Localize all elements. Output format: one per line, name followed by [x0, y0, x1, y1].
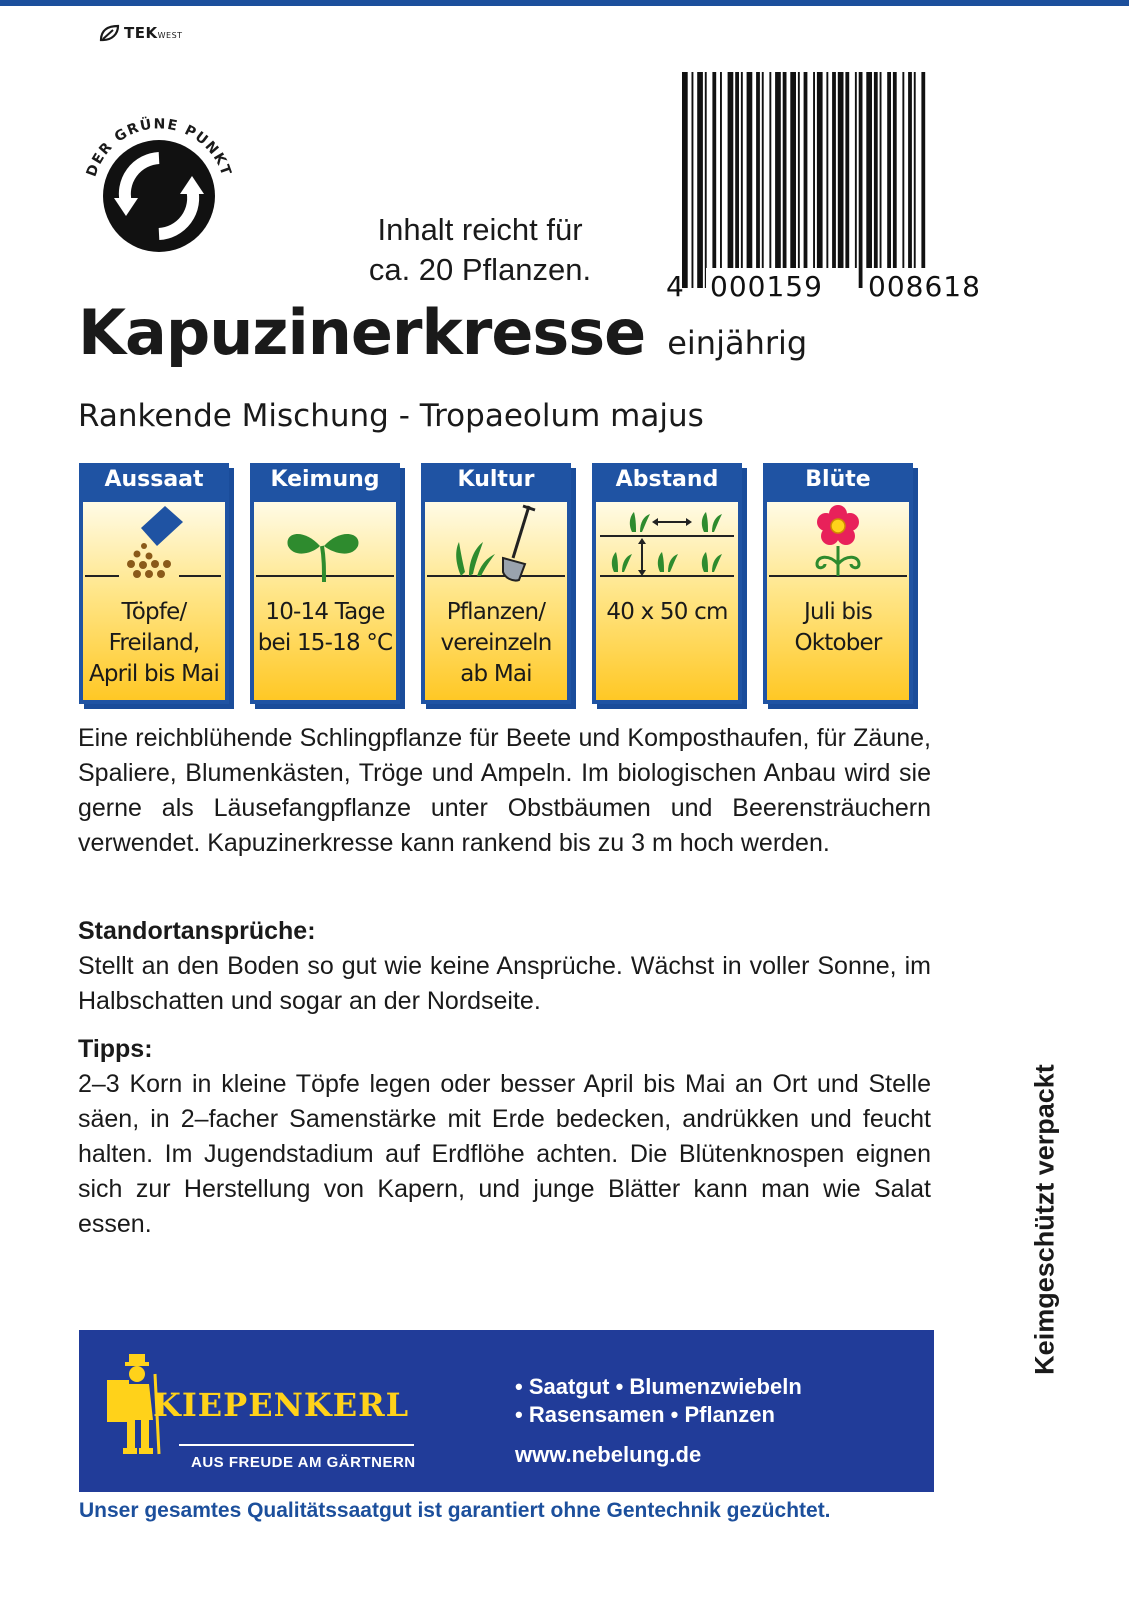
barcode-bar [887, 72, 891, 288]
barcode-bar [735, 72, 739, 288]
title-row [78, 296, 807, 369]
barcode-bar [728, 72, 734, 288]
location-section [78, 914, 931, 1019]
barcode-bar [769, 72, 771, 288]
info-box-kultur [421, 463, 571, 709]
annual-label: einjährig [667, 324, 808, 362]
barcode-bar [775, 72, 781, 288]
barcode-bar [908, 72, 912, 288]
barcode-bar [832, 72, 836, 288]
barcode-bar [692, 72, 694, 288]
barcode-bar [845, 72, 849, 288]
seedling-icon [254, 502, 396, 586]
info-box-label: Kultur [457, 467, 535, 492]
barcode-bar [866, 72, 872, 288]
kiepenkerl-wordmark: KIEPENKERL [153, 1386, 410, 1424]
website-link[interactable]: www.nebelung.de [515, 1442, 702, 1467]
barcode-bar [790, 72, 796, 288]
barcode-bar [783, 72, 787, 288]
products-line-2: • Rasensamen • Pflanzen [515, 1402, 775, 1427]
info-box-line: 40 x 50 cm [606, 599, 728, 625]
location-text: Stellt an den Boden so gut wie keine Ansprüche. Wächst in voller Sonne, im Halbschatten und sogar an der Nordseite. [78, 952, 931, 1015]
barcode-bar [697, 72, 703, 288]
info-box-label: Aussaat [104, 467, 204, 492]
info-box-line: Pflanzen/ [446, 599, 546, 625]
side-note-text: Keimgeschützt verpackt [1029, 1064, 1060, 1375]
barcode-bar [914, 72, 916, 288]
info-box-line: Freiland, [108, 630, 200, 656]
spade-icon [425, 502, 567, 586]
location-heading: Standortansprüche: [78, 917, 316, 945]
flower-icon [767, 502, 909, 586]
barcode-bar [720, 72, 722, 288]
info-box-line: ab Mai [460, 661, 532, 687]
barcode-bar [756, 72, 760, 288]
barcode-bar [880, 72, 882, 288]
info-box-line: Oktober [794, 630, 882, 656]
kiepenkerl-slogan: AUS FREUDE AM GÄRTNERN [191, 1454, 416, 1471]
tips-text: 2–3 Korn in kleine Töpfe legen oder besser April bis Mai an Ort und Stelle säen, in 2–facher Samenstärke mit Erde bedecken, andrükken und feucht halten. Im Jugendstadium auf Erdflöhe achten. Die Blütenknospen eignen sich zur Herstellung von Kapern, und junge Blätter kann man wie Salat essen. [78, 1070, 931, 1238]
barcode-digits-2: 008618 [868, 270, 981, 303]
barcode-bar [741, 72, 743, 288]
intro-text: Eine reichblühende Schlingpflanze für Beete und Komposthaufen, für Zäune, Spaliere, Blumenkästen, Tröge und Ampeln. Im biologischen Anbau wird sie gerne als Läusefangpflanze unter Obstbäumen und Beerensträuchern verwendet. Kapuzinerkresse kann rankend bis zu 3 m hoch werden. [78, 724, 931, 857]
info-box-line: vereinzeln [440, 630, 552, 656]
barcode-bar [705, 72, 707, 288]
info-box-label: Blüte [805, 467, 871, 492]
info-box-label: Keimung [270, 467, 380, 492]
contents-line-2: ca. 20 Pflanzen. [368, 252, 592, 287]
products-line-1: • Saatgut • Blumenzwiebeln [515, 1374, 802, 1399]
barcode-bar [902, 72, 904, 288]
barcode-bar [893, 72, 897, 288]
barcode-digit-left: 4 [666, 270, 684, 303]
info-box-aussaat [79, 463, 229, 709]
tek-west-text: TEKWEST [124, 24, 183, 42]
info-box-keimung [250, 463, 400, 709]
barcode-bar [712, 72, 716, 288]
barcode-bar [762, 72, 764, 288]
tek-west-logo [98, 24, 183, 42]
description-intro [78, 721, 931, 861]
barcode-bar [804, 72, 808, 288]
green-dot-text: DER GRÜNE PUNKT [83, 116, 235, 179]
product-title: Kapuzinerkresse [78, 296, 646, 369]
contents-line-1: Inhalt reicht für [377, 212, 583, 247]
info-box-abstand [592, 463, 742, 709]
tips-heading: Tipps: [78, 1035, 153, 1063]
product-subtitle: Rankende Mischung - Tropaeolum majus [78, 398, 704, 434]
info-box-line: bei 15-18 °C [257, 630, 393, 656]
barcode-bar [838, 72, 844, 288]
barcode-bar [813, 72, 815, 288]
gmo-free-note: Unser gesamtes Qualitätssaatgut ist garantiert ohne Gentechnik gezüchtet. [79, 1499, 831, 1522]
green-dot-logo [74, 88, 244, 258]
kiepenkerl-divider [179, 1444, 414, 1446]
info-box-line: Töpfe/ [121, 599, 187, 625]
tips-section [78, 1032, 931, 1242]
barcode-bar [682, 72, 688, 288]
info-box-line: April bis Mai [88, 661, 220, 687]
barcode-bar [874, 72, 878, 288]
kiepenkerl-banner [79, 1330, 934, 1492]
barcode-bar [855, 72, 857, 288]
barcode-bar [817, 72, 823, 288]
barcode [666, 72, 1020, 303]
info-box-line: 10-14 Tage [265, 599, 385, 625]
top-rule [0, 0, 1129, 6]
seed-packet-icon [83, 502, 225, 586]
spacing-icon [596, 502, 738, 586]
barcode-bar [826, 72, 828, 288]
info-box-line: Juli bis [803, 599, 873, 625]
leaf-icon [98, 24, 120, 42]
info-box-label: Abstand [615, 467, 719, 492]
barcode-bar [798, 72, 800, 288]
barcode-digits-1: 000159 [710, 270, 823, 303]
contents-note [330, 210, 630, 290]
info-box-bluete [763, 463, 913, 709]
barcode-bar [859, 72, 863, 288]
barcode-bar [747, 72, 753, 288]
barcode-bar [921, 72, 925, 288]
